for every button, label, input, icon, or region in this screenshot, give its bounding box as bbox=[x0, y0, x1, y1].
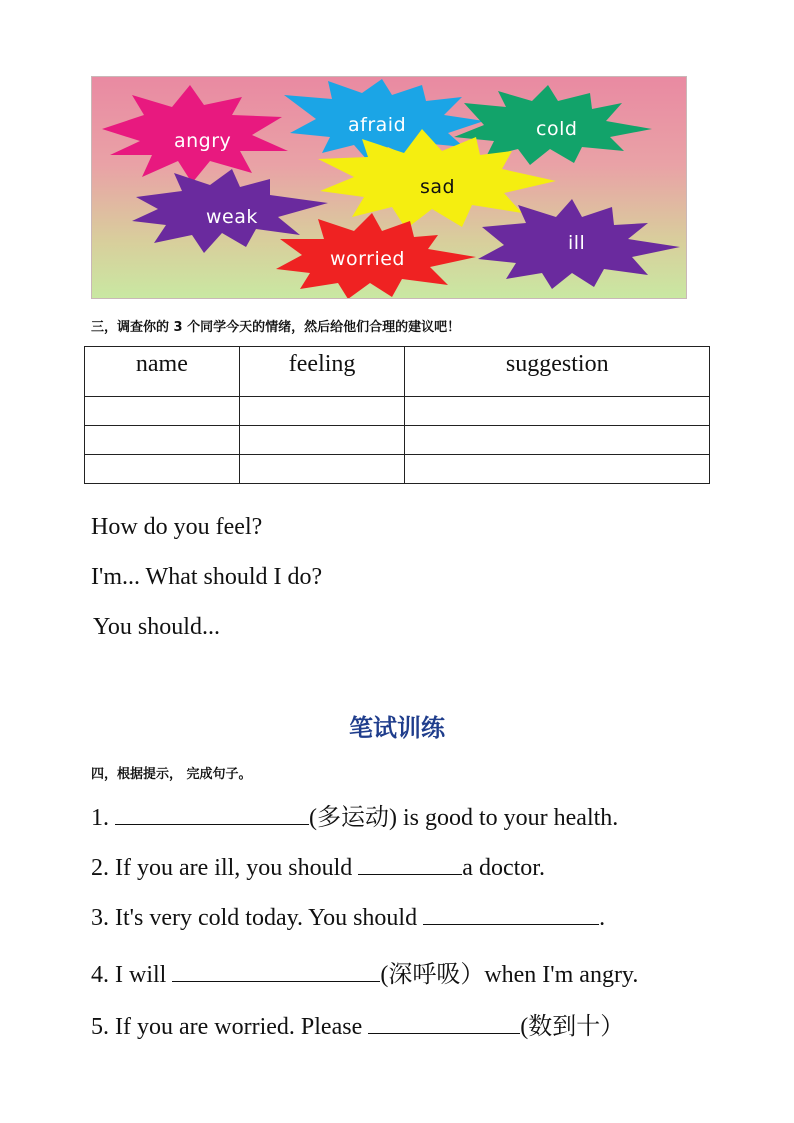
answer-blank[interactable] bbox=[358, 852, 462, 875]
table-row bbox=[85, 455, 710, 484]
sentence-text: 1. bbox=[91, 805, 115, 831]
dialogue-line: How do you feel? bbox=[91, 514, 263, 540]
table-row bbox=[85, 426, 710, 455]
section4-instruction: 四，根据提示， 完成句子。 bbox=[91, 767, 252, 782]
sentence-text: 2. If you are ill, you should bbox=[91, 855, 359, 881]
word-cold: cold bbox=[536, 118, 578, 140]
survey-table bbox=[84, 346, 710, 484]
answer-blank[interactable] bbox=[423, 902, 599, 925]
table-cell[interactable] bbox=[239, 397, 405, 426]
table-cell[interactable] bbox=[85, 455, 240, 484]
word-afraid: afraid bbox=[348, 114, 407, 136]
word-sad: sad bbox=[420, 176, 456, 198]
table-row bbox=[85, 397, 710, 426]
sentence-text: 4. I will bbox=[91, 962, 173, 988]
table-header-row bbox=[85, 347, 710, 397]
word-ill: ill bbox=[568, 232, 586, 254]
sentence-1 bbox=[91, 797, 618, 832]
word-worried: worried bbox=[330, 248, 405, 270]
table-cell[interactable] bbox=[405, 426, 710, 455]
table-cell[interactable] bbox=[85, 426, 240, 455]
word-angry: angry bbox=[174, 130, 232, 152]
sentence-text: a doctor. bbox=[462, 855, 545, 881]
sentence-5 bbox=[91, 1006, 624, 1041]
header-name: name bbox=[85, 347, 240, 397]
sentence-text: (深呼吸）when I'm angry. bbox=[380, 962, 639, 988]
dialogue-line: You should... bbox=[93, 614, 220, 640]
answer-blank[interactable] bbox=[368, 1011, 520, 1034]
table-cell[interactable] bbox=[405, 455, 710, 484]
table-cell[interactable] bbox=[405, 397, 710, 426]
answer-blank[interactable] bbox=[172, 959, 380, 982]
table-cell[interactable] bbox=[239, 455, 405, 484]
emotion-words-banner bbox=[91, 76, 687, 299]
sentence-4 bbox=[91, 954, 638, 989]
header-feeling: feeling bbox=[239, 347, 405, 397]
section3-instruction: 三，调查你的 3 个同学今天的情绪，然后给他们合理的建议吧！ bbox=[91, 320, 461, 335]
written-section-heading: 笔试训练 bbox=[349, 713, 445, 742]
word-weak: weak bbox=[206, 206, 258, 228]
sentence-text: 5. If you are worried. Please bbox=[91, 1014, 369, 1040]
dialogue-line: I'm... What should I do? bbox=[91, 564, 323, 590]
emotion-bursts bbox=[92, 77, 687, 299]
table-cell[interactable] bbox=[239, 426, 405, 455]
sentence-text: 3. It's very cold today. You should bbox=[91, 905, 424, 931]
sentence-text: (数到十） bbox=[520, 1014, 625, 1040]
header-suggestion: suggestion bbox=[405, 347, 710, 397]
sentence-3 bbox=[91, 902, 605, 932]
sentence-2 bbox=[91, 852, 545, 882]
answer-blank[interactable] bbox=[115, 802, 309, 825]
sentence-text: . bbox=[599, 905, 606, 931]
table-cell[interactable] bbox=[85, 397, 240, 426]
sentence-text: (多运动) is good to your health. bbox=[309, 805, 619, 831]
